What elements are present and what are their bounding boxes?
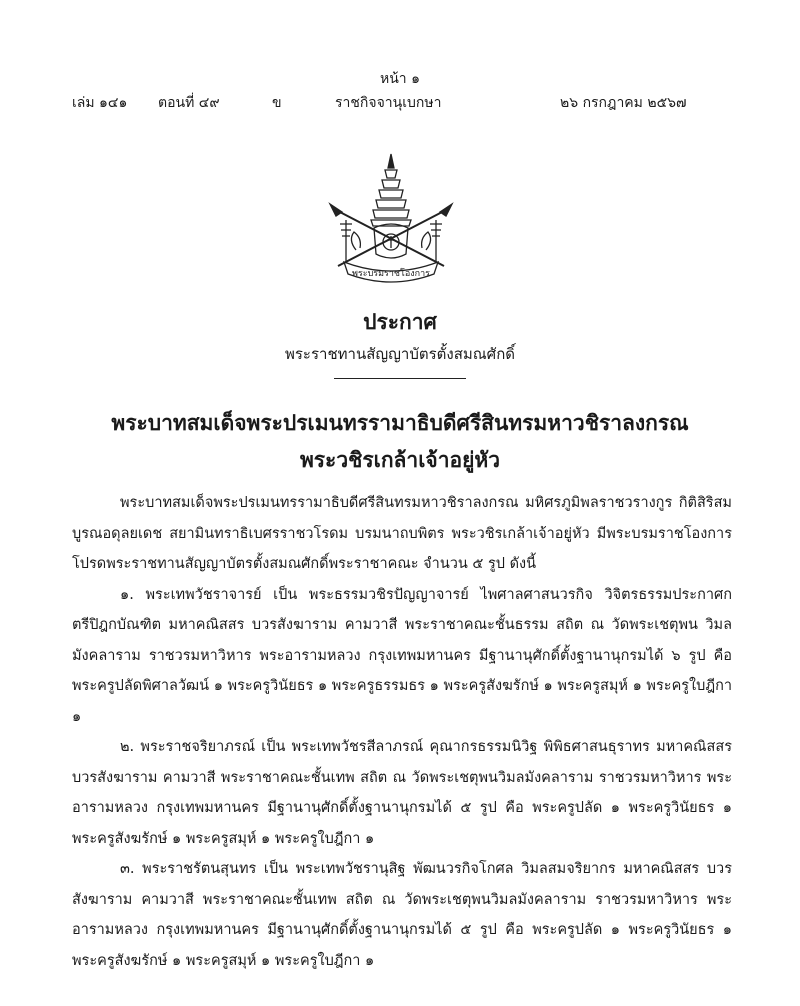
appointment-item-3: ๓. พระราชรัตนสุนทร เป็น พระเทพวัชรานุสิฐ พัฒนวรกิจโกศล วิมลสมจริยากร มหาคณิสสร บวรสังฆาราม คามวาสี พระราชาคณะชั้นเทพ สถิต ณ วัดพระเชตุพนวิมลมังคลาราม ราชวรมหาวิหาร พระอารามหลวง กรุงเทพมหานคร มีฐานานุศักดิ์ตั้งฐานานุกรมได้ ๕ รูป คือ พระครูปลัด ๑ พระครูวินัยธร ๑ พระครูสังฆรักษ์ ๑ พระครูสมุห์ ๑ พระครูใบฎีกา ๑ [72, 861, 732, 969]
page-number: หน้า ๑ [380, 71, 420, 87]
emblem-inscription: พระบรมราชโองการ [351, 269, 431, 279]
gazette-header [0, 92, 800, 114]
publication-name: ราชกิจจานุเบกษา [335, 95, 442, 111]
king-title-line2: พระวชิรเกล้าเจ้าอยู่หัว [299, 447, 501, 472]
issue-number: ตอนที่ ๔๙ [158, 95, 220, 111]
appointment-item-2: ๒. พระราชจริยาภรณ์ เป็น พระเทพวัชรสีลาภรณ์ คุณากรธรรมนิวิฐ พิพิธศาสนธุราทร มหาคณิสสร บวรสังฆาราม คามวาสี พระราชาคณะชั้นเทพ สถิต ณ วัดพระเชตุพนวิมลมังคลาราม ราชวรมหาวิหาร พระอารามหลวง กรุงเทพมหานคร มีฐานานุศักดิ์ตั้งฐานานุกรมได้ ๕ รูป คือ พระครูปลัด ๑ พระครูวินัยธร ๑ พระครูสังฆรักษ์ ๑ พระครูสมุห์ ๑ พระครูใบฎีกา ๑ [72, 739, 732, 847]
royal-emblem-icon [316, 150, 466, 290]
king-title [0, 404, 800, 478]
title-divider [334, 378, 466, 379]
appointment-item-1: ๑. พระเทพวัชราจารย์ เป็น พระธรรมวชิรปัญญาจารย์ ไพศาลศาสนวรกิจ วิจิตรธรรมประกาศก ตรีปิฎกบัณฑิต มหาคณิสสร บวรสังฆาราม คามวาสี พระราชาคณะชั้นธรรม สถิต ณ วัดพระเชตุพน วิมลมังคลาราม ราชวรมหาวิหาร พระอารามหลวง กรุงเทพมหานคร มีฐานานุศักดิ์ตั้งฐานานุกรมได้ ๖ รูป คือ พระครูปลัดพิศาลวัฒน์ ๑ พระครูวินัยธร ๑ พระครูธรรมธร ๑ พระครูสังฆรักษ์ ๑ พระครูสมุห์ ๑ พระครูใบฎีกา ๑ [72, 586, 732, 725]
announcement-title: ประกาศ [363, 309, 437, 334]
volume-number: เล่ม ๑๔๑ [72, 95, 128, 111]
publication-date: ๒๖ กรกฎาคม ๒๕๖๗ [560, 95, 687, 111]
section-letter: ข [272, 95, 282, 111]
announcement-body [72, 488, 732, 976]
announcement-subtitle: พระราชทานสัญญาบัตรตั้งสมณศักดิ์ [284, 345, 516, 363]
intro-paragraph: พระบาทสมเด็จพระปรเมนทรรามาธิบดีศรีสินทรมหาวชิราลงกรณ มหิศรภูมิพลราชวรางกูร กิติสิริสมบูรณอดุลยเดช สยามินทราธิเบศรราชวโรดม บรมนาถบพิตร พระวชิรเกล้าเจ้าอยู่หัว มีพระบรมราชโองการโปรดพระราชทานสัญญาบัตรตั้งสมณศักดิ์พระราชาคณะ จำนวน ๕ รูป ดังนี้ [72, 495, 732, 572]
king-title-line1: พระบาทสมเด็จพระปรเมนทรรามาธิบดีศรีสินทรมหาวชิราลงกรณ [111, 410, 689, 435]
